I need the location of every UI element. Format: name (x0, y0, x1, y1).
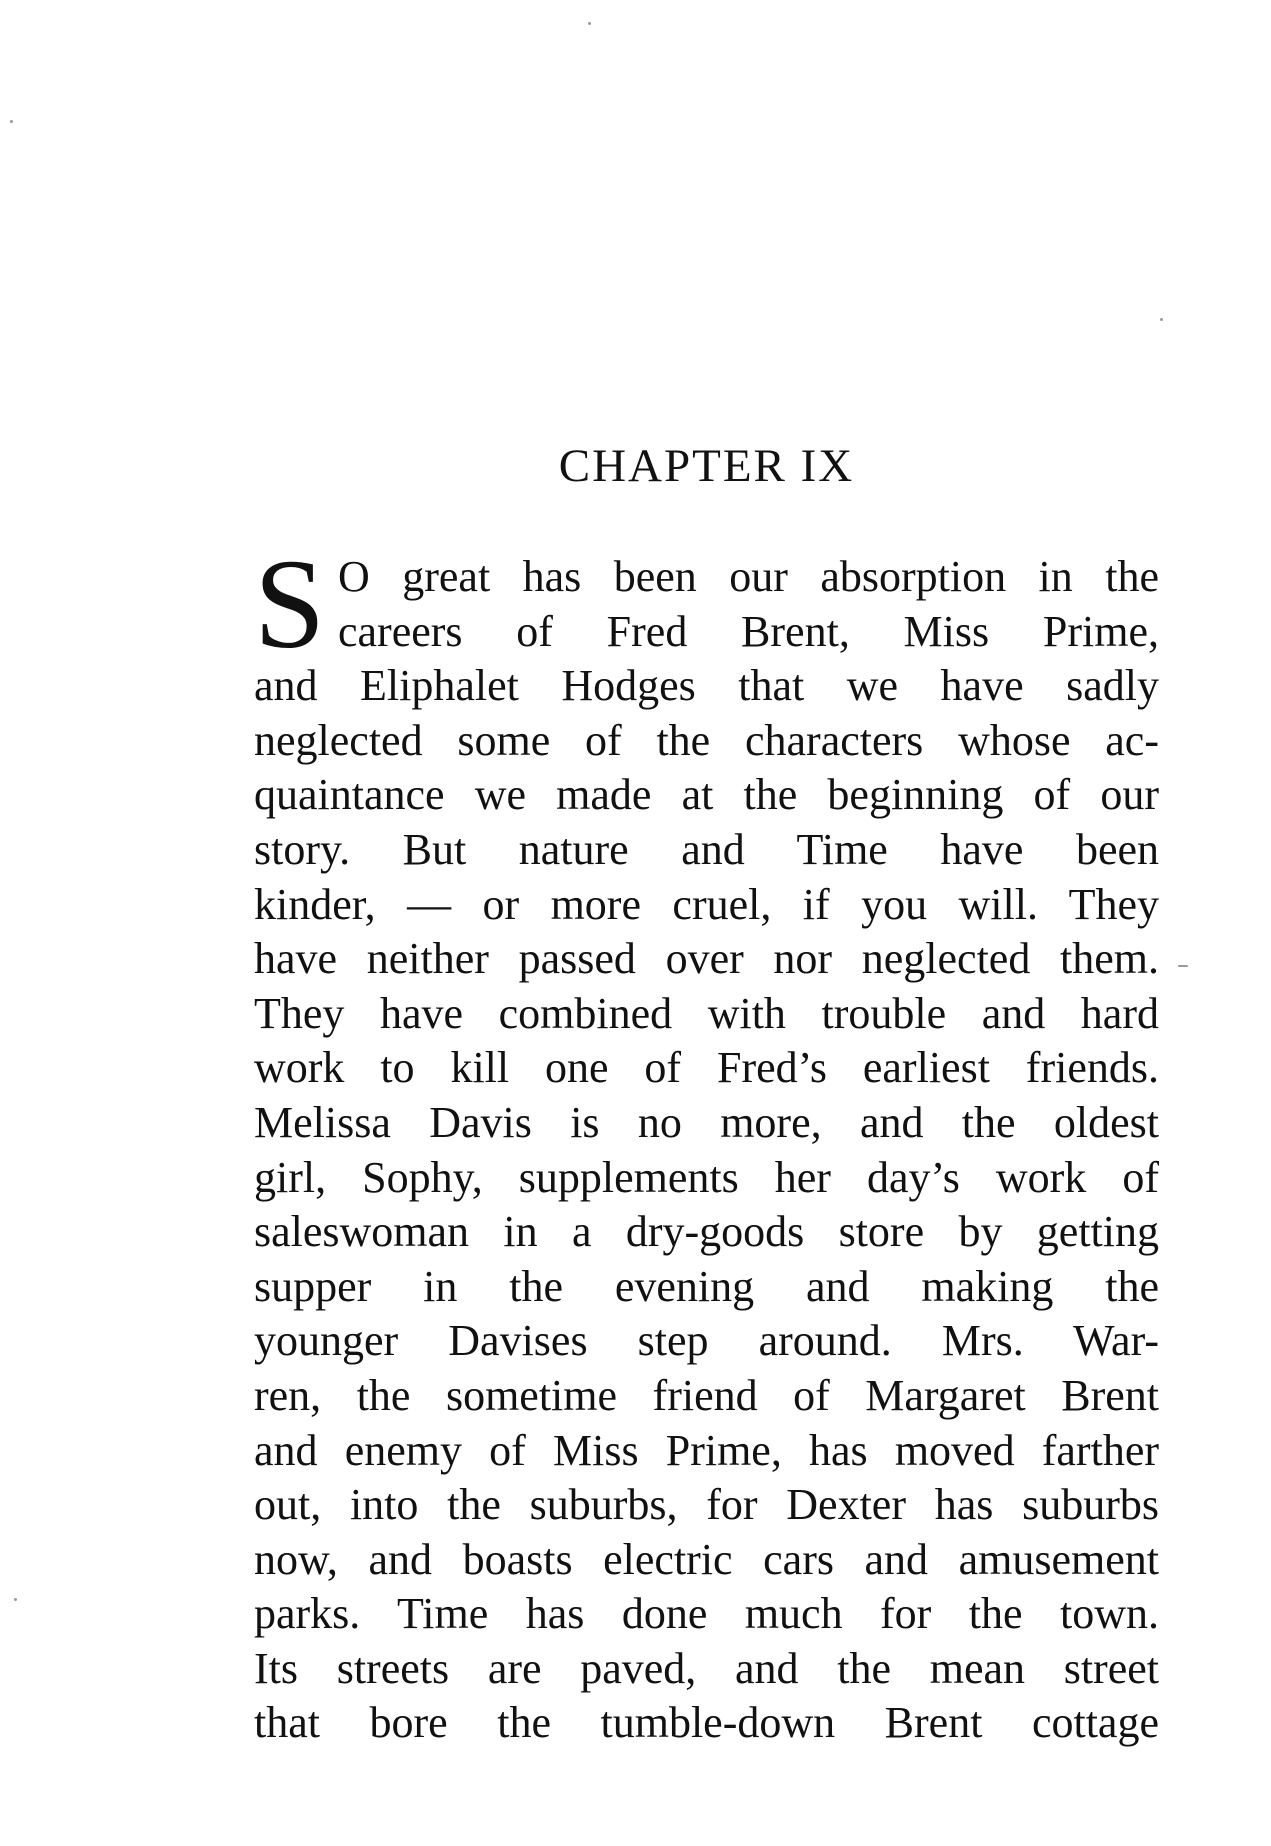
text-line: ren, the sometime friend of Margaret Brent (254, 1370, 1159, 1420)
body-text (254, 533, 1159, 1751)
text-line: and Eliphalet Hodges that we have sadly (254, 661, 1159, 711)
text-line: out, into the suburbs, for Dexter has suburbs (254, 1480, 1159, 1530)
text-line: kinder, — or more cruel, if you will. They (254, 879, 1159, 929)
text-line: supper in the evening and making the (254, 1261, 1159, 1311)
text-line: that bore the tumble-down Brent cottage (254, 1698, 1159, 1748)
text-line: now, and boasts electric cars and amusement (254, 1534, 1159, 1584)
text-line: O great has been our absorption in the (338, 552, 1159, 601)
text-line: have neither passed over nor neglected them. (254, 934, 1159, 984)
text-line: girl, Sophy, supplements her day’s work of (254, 1152, 1159, 1202)
scan-speck (14, 1598, 17, 1601)
text-line: They have combined with trouble and hard (254, 988, 1159, 1038)
scan-speck (1160, 318, 1163, 321)
text-line: work to kill one of Fred’s earliest friends. (254, 1043, 1159, 1093)
text-line: Its streets are paved, and the mean street (254, 1643, 1159, 1693)
scan-speck (10, 120, 13, 123)
drop-cap: S (254, 533, 326, 675)
text-line: and enemy of Miss Prime, has moved farther (254, 1425, 1159, 1475)
text-line: careers of Fred Brent, Miss Prime, (338, 606, 1159, 656)
chapter-heading: CHAPTER IX (558, 440, 855, 492)
text-line: Melissa Davis is no more, and the oldest (254, 1097, 1159, 1147)
text-line: younger Davises step around. Mrs. War- (254, 1316, 1159, 1366)
scan-speck (588, 22, 591, 25)
text-line: neglected some of the characters whose ac- (254, 715, 1159, 765)
scan-speck (1178, 965, 1188, 967)
text-line: quaintance we made at the beginning of our (254, 770, 1159, 820)
text-line: story. But nature and Time have been (254, 824, 1159, 874)
text-line: saleswoman in a dry-goods store by getting (254, 1207, 1159, 1257)
text-line: parks. Time has done much for the town. (254, 1589, 1159, 1639)
